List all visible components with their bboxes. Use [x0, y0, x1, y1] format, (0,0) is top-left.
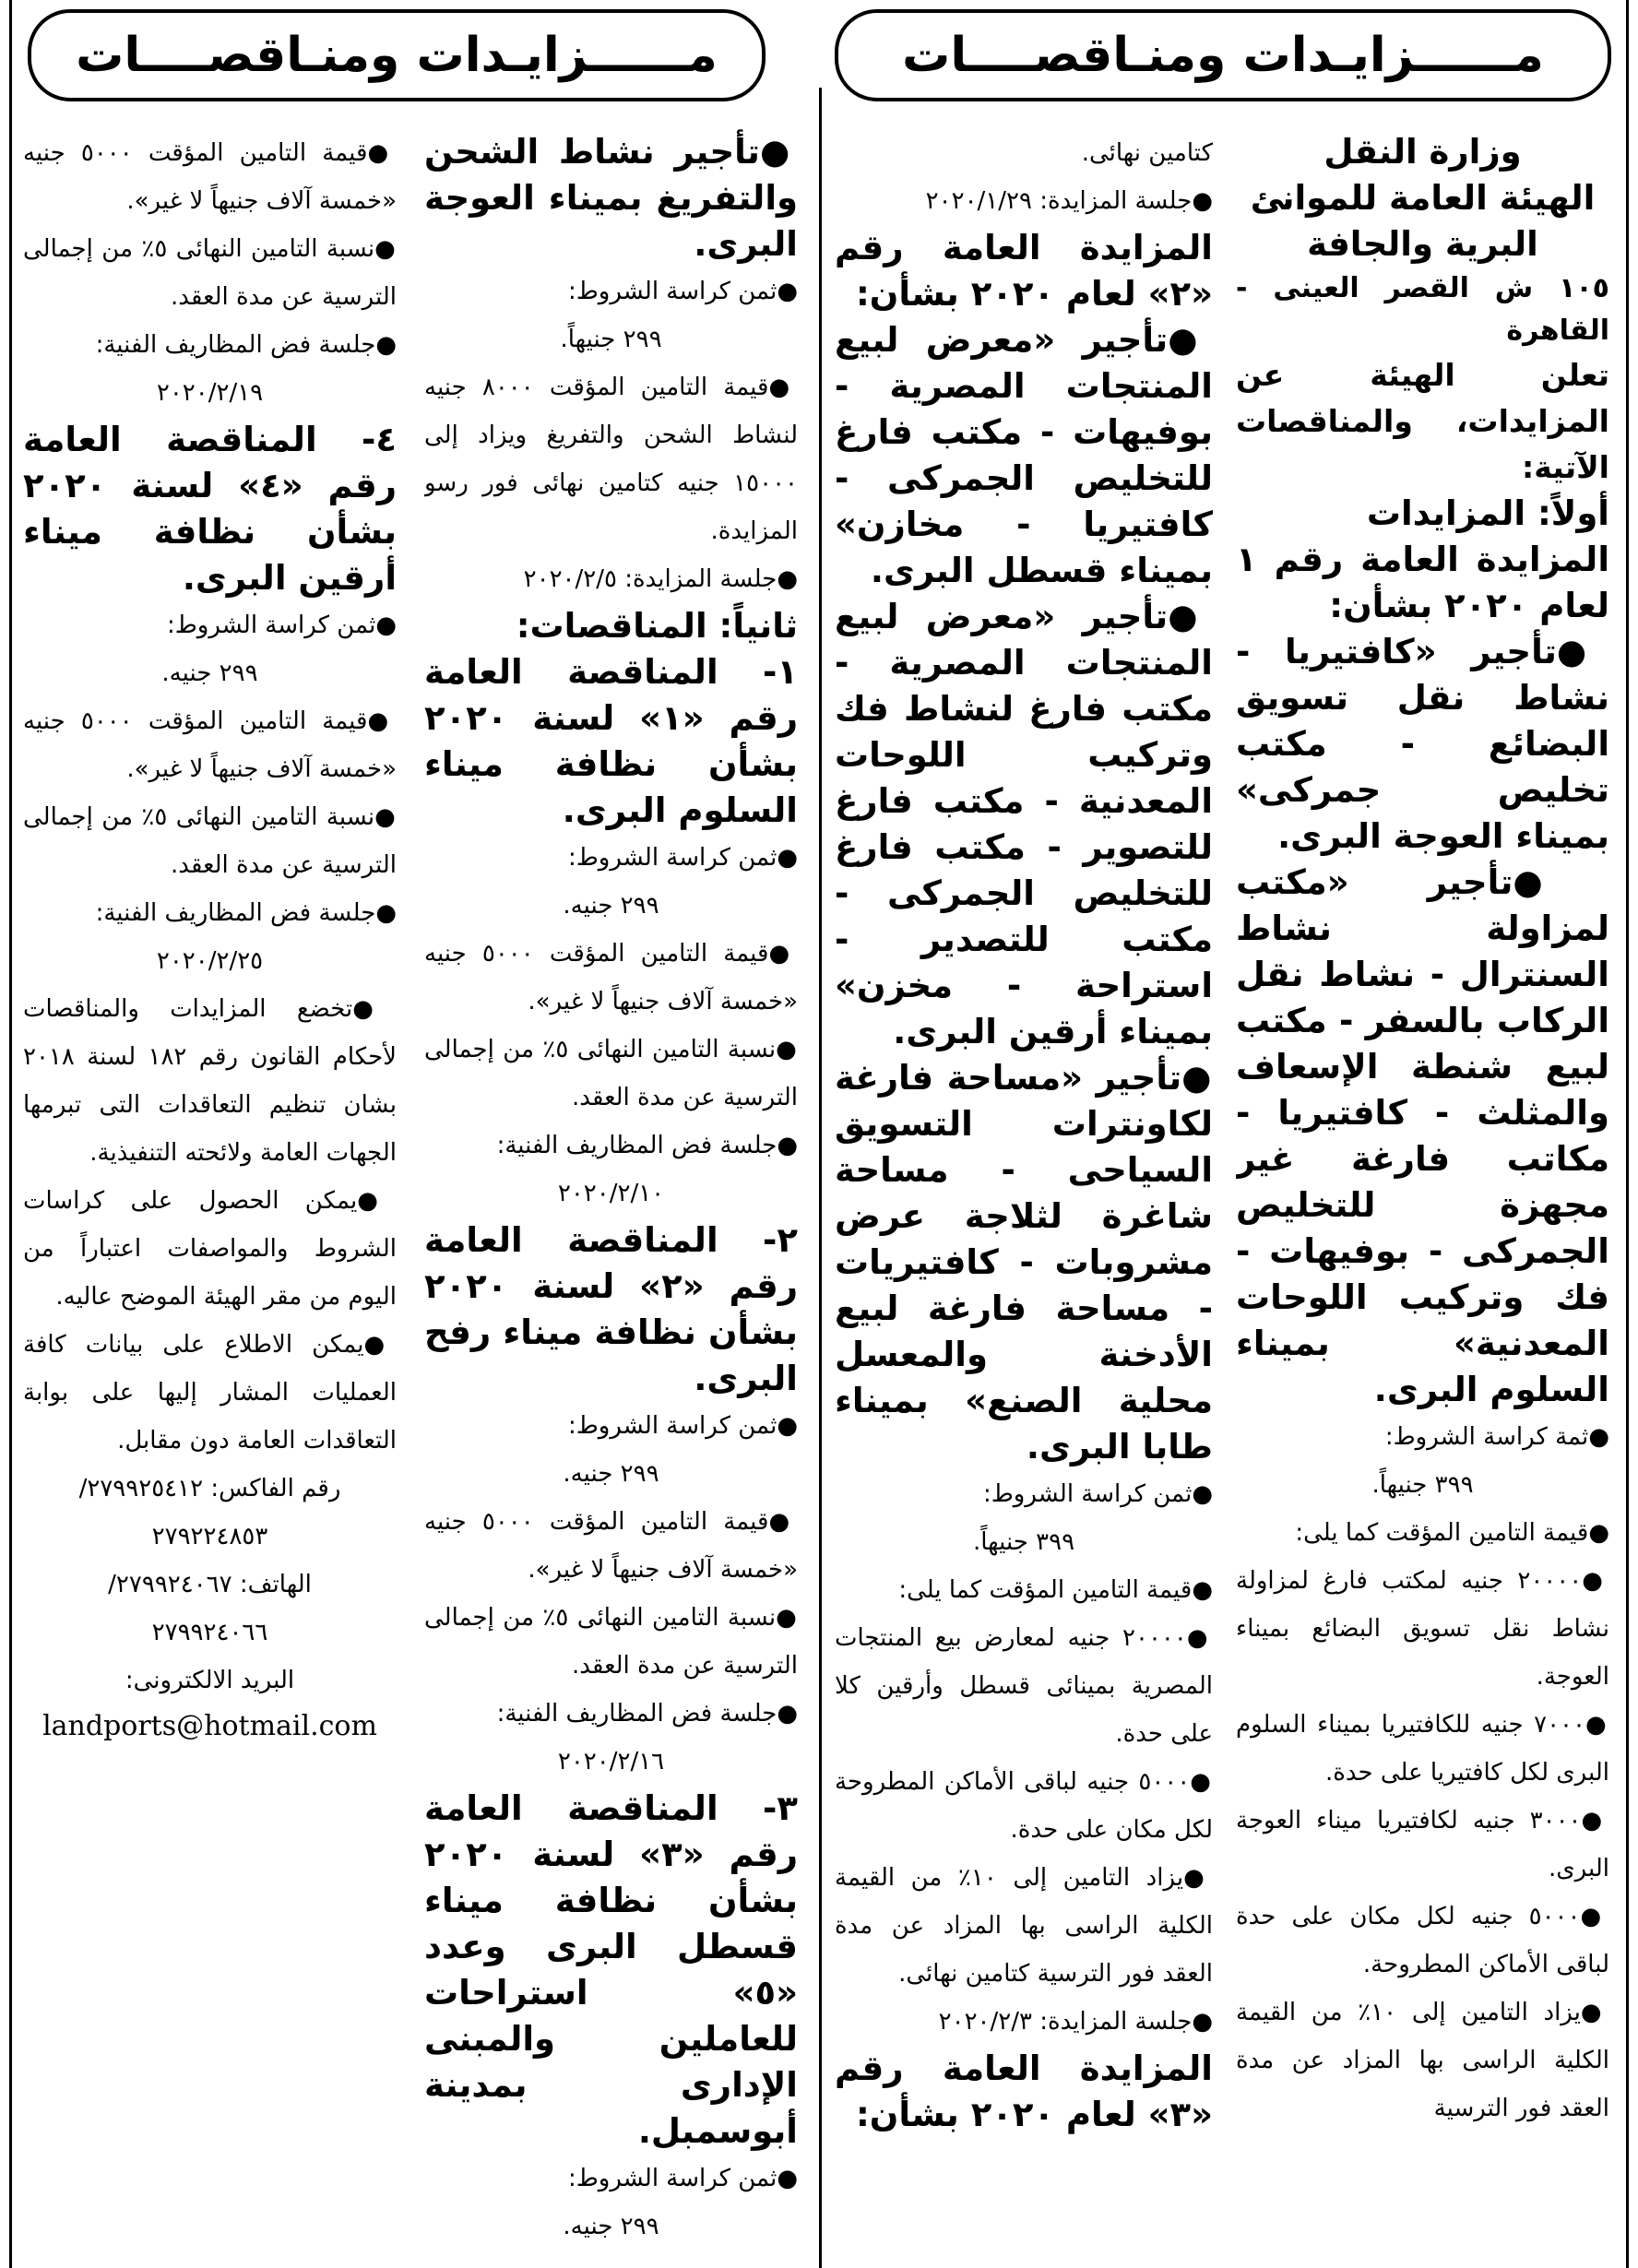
auction-1-title: المزايدة العامة رقم ١ لعام ٢٠٢٠ بشأن: [1236, 540, 1609, 625]
conditions-price-label: ● ثمن كراسة الشروط: [835, 1470, 1213, 1518]
envelope-session-date: ٢٠٢٠/٢/٢٥ [156, 947, 264, 975]
section-heading-auctions: أولاً: المزايدات [1366, 493, 1609, 533]
envelope-session-label: ● جلسة فض المظاريف الفنية: [23, 321, 397, 369]
column-rule [819, 88, 822, 2268]
deposit-note: ● قيمة التامين المؤقت ٨٠٠٠ جنيه لنشاط الشحن والتفريغ ويزاد إلى ١٥٠٠٠ جنيه كتامين نهائى فور رسو المزايدة. [424, 363, 798, 555]
obtain-conditions-note: ● يمكن الحصول على كراسات الشروط والمواصفات اعتباراً من اليوم من مقر الهيئة الموضح عاليه. [23, 1177, 397, 1321]
conditions-price: ٣٩٩ جنيهاً. [1371, 1471, 1474, 1499]
conditions-price-label: ● ثمن كراسة الشروط: [424, 267, 798, 315]
final-deposit-note: ● يزاد التامين إلى ١٠٪ من القيمة الكلية الراسى بها المزاد عن مدة العقد فور الترسية كتامين نهائى. [835, 1854, 1213, 1998]
final-deposit-note: ● نسبة التامين النهائى ٥٪ من إجمالى الترسية عن مدة العقد. [23, 225, 397, 321]
conditions-price: ٢٩٩ جنيه. [161, 659, 258, 687]
conditions-price: ٢٩٩ جنيه. [563, 892, 659, 920]
auction-3-item: ● تأجير نشاط الشحن والتفريغ بميناء العوجة البرى. [424, 129, 798, 267]
section-banner-right: مــــــزايـدات ومنـاقصــــات [835, 9, 1611, 101]
final-deposit-note: ● يزاد التامين إلى ١٠٪ من القيمة الكلية الراسى بها المزاد عن مدة العقد فور الترسية [1236, 1989, 1609, 2132]
deposit-item: ● ٥٠٠٠ جنيه لباقى الأماكن المطروحة لكل مكان على حدة. [835, 1758, 1213, 1854]
conditions-price: ٢٩٩ جنيه. [563, 2213, 659, 2240]
section-heading-tenders: ثانياً: المناقصات: [516, 606, 798, 646]
tender-1-title: ١- المناقصة العامة رقم «١» لسنة ٢٠٢٠ بشأن نظافة ميناء السلوم البرى. [424, 652, 798, 830]
final-deposit-note: ● نسبة التامين النهائى ٥٪ من إجمالى الترسية عن مدة العقد. [424, 1026, 798, 1122]
envelope-session-label: ● جلسة فض المظاريف الفنية: [424, 1122, 798, 1170]
deposit-item: ● ٢٠٠٠٠ جنيه لمعارض بيع المنتجات المصرية بمينائى قسطل وأرقين كلا على حدة. [835, 1614, 1213, 1758]
tender-2-title: ٢- المناقصة العامة رقم «٢» لسنة ٢٠٢٠ بشأن نظافة ميناء رفح البرى. [424, 1220, 798, 1398]
conditions-price-label: ● ثمن كراسة الشروط: [424, 2155, 798, 2203]
fax-number-2: ٢٧٩٢٢٤٨٥٣ [151, 1523, 268, 1550]
column-4 [23, 129, 397, 1749]
deposit-item: ● ٧٠٠٠ جنيه للكافتيريا بميناء السلوم البرى لكل كافتيريا على حدة. [1236, 1701, 1609, 1797]
envelope-session-label: ● جلسة فض المظاريف الفنية: [23, 889, 397, 937]
deposit-note: ● قيمة التامين المؤقت ٥٠٠٠ جنيه «خمسة آلاف جنيهاً لا غير». [424, 930, 798, 1026]
column-1 [1236, 129, 1609, 2132]
auction-session-date: ● جلسة المزايدة: ٢٠٢٠/١/٢٩ [835, 177, 1213, 225]
ministry-name: وزارة النقل [1323, 132, 1522, 172]
phone-number: الهاتف: ٢٧٩٩٢٤٠٦٧/ [108, 1571, 312, 1598]
auction-2-title: المزايدة العامة رقم «٢» لعام ٢٠٢٠ بشأن: [835, 228, 1213, 314]
auction-2-item-a: ● تأجير «معرض لبيع المنتجات المصرية - بوفيهات - مكتب فارغ للتخليص الجمركى - كافتيريا - مخازن» بميناء قسطل البرى. [835, 317, 1213, 594]
envelope-session-date: ٢٠٢٠/٢/١٦ [557, 1748, 665, 1775]
auction-1-item-b: ● تأجير «مكتب لمزاولة نشاط السنترال - نشاط نقل الركاب بالسفر - مكتب لبيع شنطة الإسعاف والمثلث - كافتيريا - مكاتب فارغة غير مجهزة للتخليص الجمركى - بوفيهات - فك وتركيب اللوحات المعدنية» بميناء السلوم البرى. [1236, 860, 1609, 1413]
auction-session-date: ● جلسة المزايدة: ٢٠٢٠/٢/٥ [424, 555, 798, 603]
conditions-price-label: ● ثمن كراسة الشروط: [23, 601, 397, 649]
final-deposit-suffix: كتامين نهائى. [1081, 139, 1213, 167]
deposit-item: ● ٢٠٠٠٠ جنيه لمكتب فارغ لمزاولة نشاط نقل تسويق البضائع بميناء العوجة. [1236, 1557, 1609, 1701]
auction-2-item-b: ● تأجير «معرض لبيع المنتجات المصرية - مكتب فارغ لنشاط فك وتركيب اللوحات المعدنية - مكتب فارغ للتصوير - مكتب فارغ للتخليص الجمركى - مكتب للتصدير - استراحة - مخزن» بميناء أرقين البرى. [835, 594, 1213, 1055]
tender-3-title: ٣- المناقصة العامة رقم «٣» لسنة ٢٠٢٠ بشأن نظافة ميناء قسطل البرى وعدد «٥» استراحات للعاملين والمبنى الإدارى بمدينة أبوسمبل. [424, 1788, 798, 2151]
deposit-label: ● قيمة التامين المؤقت كما يلى: [835, 1566, 1213, 1614]
authority-name: الهيئة العامة للموانئ البرية والجافة [1250, 178, 1596, 264]
deposit-item: ● ٥٠٠٠ جنيه لكل مكان على حدة لباقى الأماكن المطروحة. [1236, 1893, 1609, 1989]
phone-number-2: ٢٧٩٩٢٤٠٦٦ [151, 1619, 268, 1646]
email-address: landports@hotmail.com [42, 1710, 377, 1742]
section-banner-left: مــــــزايـدات ومنـاقصــــات [28, 9, 766, 101]
deposit-item: ● ٣٠٠٠ جنيه لكافتيريا ميناء العوجة البرى. [1236, 1797, 1609, 1893]
deposit-label: ● قيمة التامين المؤقت كما يلى: [1236, 1509, 1609, 1557]
conditions-price-label: ● ثمن كراسة الشروط: [424, 834, 798, 882]
conditions-price: ٢٩٩ جنيهاً. [560, 326, 662, 353]
envelope-session-date: ٢٠٢٠/٢/١٠ [557, 1180, 665, 1207]
email-label: البريد الالكترونى: [125, 1667, 295, 1694]
address: ١٠٥ ش القصر العينى - القاهرة [1236, 272, 1609, 347]
deposit-note: ● قيمة التامين المؤقت ٥٠٠٠ جنيه «خمسة آلاف جنيهاً لا غير». [424, 1498, 798, 1594]
portal-note: ● يمكن الاطلاع على بيانات كافة العمليات المشار إليها على بوابة التعاقدات العامة دون مقابل. [23, 1321, 397, 1465]
final-deposit-note: ● نسبة التامين النهائى ٥٪ من إجمالى الترسية عن مدة العقد. [424, 1594, 798, 1690]
auction-1-item-a: ● تأجير «كافتيريا - نشاط نقل تسويق البضائع - مكتب تخليص جمركى» بميناء العوجة البرى. [1236, 629, 1609, 860]
column-rule [1626, 0, 1629, 2268]
final-deposit-note: ● نسبة التامين النهائى ٥٪ من إجمالى الترسية عن مدة العقد. [23, 793, 397, 889]
deposit-note: ● قيمة التامين المؤقت ٥٠٠٠ جنيه «خمسة آلاف جنيهاً لا غير». [23, 697, 397, 793]
column-3 [424, 129, 798, 2250]
conditions-price: ٢٩٩ جنيه. [563, 1460, 659, 1488]
column-rule [9, 0, 12, 2268]
deposit-note: ● قيمة التامين المؤقت ٥٠٠٠ جنيه «خمسة آلاف جنيهاً لا غير». [23, 129, 397, 225]
envelope-session-label: ● جلسة فض المظاريف الفنية: [424, 1690, 798, 1738]
column-2 [835, 129, 1213, 2138]
fax-number: رقم الفاكس: ٢٧٩٩٢٥٤١٢/ [78, 1475, 341, 1502]
envelope-session-date: ٢٠٢٠/٢/١٩ [156, 379, 264, 407]
auction-3-title: المزايدة العامة رقم «٣» لعام ٢٠٢٠ بشأن: [835, 2048, 1213, 2134]
auction-session-date: ● جلسة المزايدة: ٢٠٢٠/٢/٣ [835, 1998, 1213, 2046]
auction-2-item-c: ● تأجير «مساحة فارغة لكاونترات التسويق السياحى - مساحة شاغرة لثلاجة عرض مشروبات - كافتيريات - مساحة فارغة لبيع الأدخنة والمعسل محلية الصنع» بميناء طابا البرى. [835, 1055, 1213, 1470]
intro-text: تعلن الهيئة عن المزايدات، والمناقصات الآتية: [1236, 357, 1609, 485]
conditions-price: ٣٩٩ جنيهاً. [972, 1528, 1075, 1556]
law-note: ● تخضع المزايدات والمناقصات لأحكام القانون رقم ١٨٢ لسنة ٢٠١٨ بشان تنظيم التعاقدات التى تبرمها الجهات العامة ولائحته التنفيذية. [23, 985, 397, 1177]
conditions-price-label: ● ثمة كراسة الشروط: [1236, 1413, 1609, 1461]
tender-4-title: ٤- المناقصة العامة رقم «٤» لسنة ٢٠٢٠ بشأن نظافة ميناء أرقين البرى. [23, 420, 397, 598]
conditions-price-label: ● ثمن كراسة الشروط: [424, 1402, 798, 1450]
